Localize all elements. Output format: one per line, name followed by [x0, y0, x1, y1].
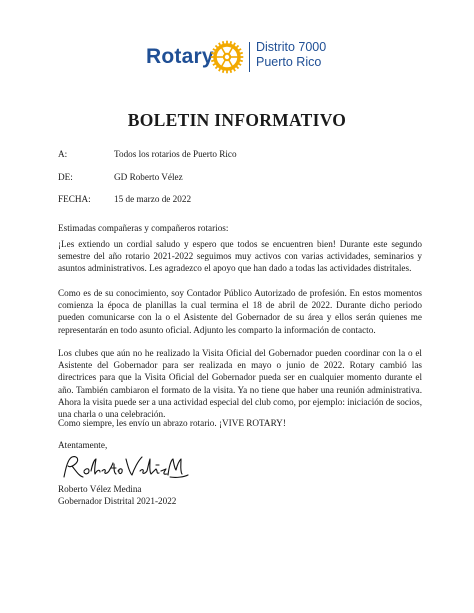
district-number: Distrito 7000 — [256, 40, 327, 54]
signature-image — [60, 451, 190, 485]
greeting: Estimadas compañeras y compañeros rotarios: — [58, 223, 229, 233]
memo-to-value: Todos los rotarios de Puerto Rico — [114, 149, 237, 159]
paragraph-2: Como es de su conocimiento, soy Contador Público Autorizado de profesión. En estos momentos comienza la época de planillas la cual termina el 18 de abril de 2022. Durante dicho periodo pueden comunicarse con la o el Asistente del Gobernador de su área y ellos serán quienes me representarán en todo asunto oficial. Adjunto les comparto la información de contacto. — [58, 288, 422, 335]
logo-divider — [249, 42, 250, 72]
memo-date-label: FECHA: — [58, 194, 91, 204]
memo-from-value: GD Roberto Vélez — [114, 172, 183, 182]
paragraph-1: ¡Les extiendo un cordial saludo y espero que todos se encuentren bien! Durante este segundo semestre del año rotario 2021-2022 seguimos muy activos con varias actividades, seminarios y asuntos administrativos. Les agradezco el apoyo que han dado a todas las actividades distritales. — [58, 239, 422, 274]
signer-name: Roberto Vélez Medina — [58, 484, 142, 494]
memo-from-label: DE: — [58, 172, 73, 182]
valediction: Atentamente, — [58, 440, 108, 450]
document-title: BOLETIN INFORMATIVO — [127, 110, 347, 130]
signer-role: Gobernador Distrital 2021-2022 — [58, 496, 177, 506]
paragraph-3: Los clubes que aún no he realizado la Visita Oficial del Gobernador pueden coordinar con la o el Asistente del Gobernador para ser realizada en mayo o junio de 2022. Rotary cambió las directrices para que la Visita Oficial del Gobernador pueda ser en cualquier momento durante el año. También cambiaron el formato de la visita. Ya no tiene que haber una reunión administrativa. Ahora la visita puede ser a una actividad especial del club como, por ejemplo: iniciación de socios, una charla o una celebración. — [58, 348, 422, 420]
rotary-wheel-icon — [210, 40, 244, 74]
district-label — [256, 40, 326, 70]
memo-to-label: A: — [58, 149, 68, 159]
closing-line: Como siempre, les envío un abrazo rotario. ¡VIVE ROTARY! — [58, 418, 286, 428]
rotary-logo — [146, 40, 366, 74]
rotary-wordmark: Rotary — [146, 45, 214, 68]
district-region: Puerto Rico — [256, 55, 322, 69]
memo-date-value: 15 de marzo de 2022 — [114, 194, 192, 204]
